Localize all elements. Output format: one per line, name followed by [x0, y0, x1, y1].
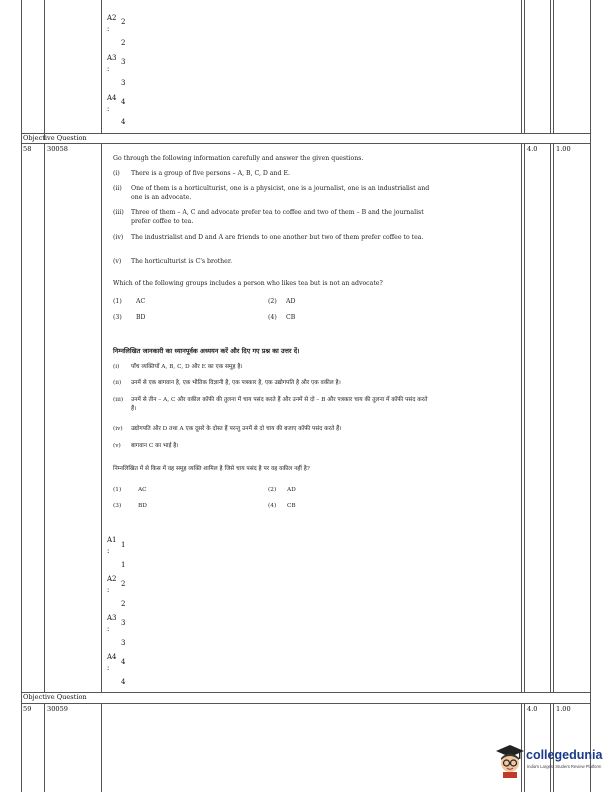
col-divider-question-b	[521, 144, 522, 693]
col-divider-sno	[44, 0, 45, 140]
answer-value-a1: 1	[121, 561, 126, 569]
answer-value-a2: 2	[121, 600, 126, 608]
answer-sep-a4: :	[107, 105, 110, 113]
option-num: (1)	[113, 298, 122, 305]
point-num: (iv)	[113, 234, 124, 241]
question-negative-marks: 1.00	[556, 145, 571, 153]
hindi-option-text: AC	[138, 487, 147, 493]
answer-sep-a2: :	[107, 586, 110, 594]
brand-name: collegedunia	[526, 748, 603, 762]
answer-value-a3: 3	[121, 79, 126, 87]
answer-num-a1: 1	[121, 541, 126, 549]
point-num: (v)	[113, 258, 122, 265]
point-text: The industrialist and D and A are friends to one another but two of them prefer coffee to tea.	[131, 234, 424, 241]
row-rule-4	[21, 703, 591, 704]
question-prompt: Which of the following groups includes a person who likes tea but is not an advocate?	[113, 280, 383, 287]
row-rule-2	[21, 143, 591, 144]
answer-label-a3: A3	[107, 54, 117, 62]
answer-label-a2: A2	[107, 14, 117, 22]
hindi-option-text: BD	[138, 503, 147, 509]
point-num: (ii)	[113, 185, 122, 192]
question-serial: 58	[23, 145, 32, 153]
col-divider-marks-b	[524, 144, 525, 693]
brand-tagline: India's Largest Student Review Platform	[527, 764, 602, 769]
question-type-label: Objective Question	[23, 693, 87, 701]
answer-label-a4: A4	[107, 653, 117, 661]
answer-value-a3: 3	[121, 639, 126, 647]
hindi-option-text: CB	[287, 503, 296, 509]
hindi-option-num: (2)	[268, 487, 277, 493]
hindi-point-text: बागवान C का भाई है।	[131, 443, 179, 449]
table-border-right	[590, 0, 591, 792]
answer-value-a4: 4	[121, 118, 126, 126]
answer-sep-a3: :	[107, 625, 110, 633]
col-divider-neg-r	[553, 0, 554, 133]
col-divider-id-c	[101, 704, 102, 792]
hindi-point-num: (i)	[113, 364, 120, 370]
col-divider-neg-l-b	[550, 144, 551, 693]
question-id: 30058	[47, 145, 68, 153]
point-text: There is a group of five persons – A, B, C, D and E.	[131, 170, 290, 177]
point-text: One of them is a horticulturist, one is a physicist, one is a journalist, one is an industrialist and one is an advocate.	[131, 185, 430, 201]
answer-sep-a4: :	[107, 664, 110, 672]
answer-sep-a2: :	[107, 25, 110, 33]
option-num: (4)	[268, 314, 277, 321]
col-divider-id-b	[101, 144, 102, 693]
answer-label-a2: A2	[107, 575, 117, 583]
answer-num-a2: 2	[121, 18, 126, 26]
option-text: AD	[286, 298, 296, 305]
table-border-left	[21, 0, 22, 792]
hindi-option-num: (3)	[113, 503, 122, 509]
hindi-option-num: (1)	[113, 487, 122, 493]
option-text: CB	[286, 314, 296, 321]
question-serial: 59	[23, 705, 32, 713]
hindi-point-num: (iv)	[113, 426, 123, 432]
hindi-point-num: (v)	[113, 443, 121, 449]
hindi-point-text: उनमें से तीन – A, C और वकील कॉफी की तुलना में चाय पसंद करते हैं और उनमें से दो – B और पत्रकार चाय की तुलना में कॉफी पसंद करते हैं।	[131, 397, 428, 412]
col-divider-marks	[524, 0, 525, 133]
question-negative-marks: 1.00	[556, 705, 571, 713]
answer-num-a4: 4	[121, 658, 126, 666]
answer-value-a4: 4	[121, 678, 126, 686]
graduate-mascot-icon	[495, 744, 525, 778]
option-num: (2)	[268, 298, 277, 305]
option-text: BD	[136, 314, 146, 321]
answer-num-a3: 3	[121, 58, 126, 66]
col-divider-neg-r-b	[553, 144, 554, 693]
question-id: 30059	[47, 705, 68, 713]
answer-sep-a3: :	[107, 65, 110, 73]
answer-sep-a1: :	[107, 547, 110, 555]
question-marks: 4.0	[527, 705, 538, 713]
point-text: The horticulturist is C's brother.	[131, 258, 233, 265]
col-divider-question	[521, 0, 522, 133]
hindi-point-num: (iii)	[113, 397, 124, 403]
answer-num-a3: 3	[121, 619, 126, 627]
row-rule-3	[21, 692, 591, 693]
hindi-option-num: (4)	[268, 503, 277, 509]
question-intro: Go through the following information carefully and answer the given questions.	[113, 155, 364, 162]
point-text: Three of them – A, C and advocate prefer tea to coffee and two of them – B and the journalist prefer coffee to tea.	[131, 209, 424, 225]
option-text: AC	[136, 298, 146, 305]
hindi-question-prompt: निम्नलिखित में से किस में वह समूह व्यक्ति शामिल है जिसे चाय पसंद है पर वह वकील नहीं है?	[113, 466, 310, 472]
answer-num-a2: 2	[121, 580, 126, 588]
question-marks: 4.0	[527, 145, 538, 153]
col-divider-id	[101, 0, 102, 133]
point-num: (iii)	[113, 209, 124, 216]
option-num: (3)	[113, 314, 122, 321]
row-rule-1	[21, 133, 591, 134]
hindi-point-text: उद्योगपति और D तथा A एक दूसरे के दोस्त हैं परन्तु उनमें से दो चाय की बजाए कॉफी पसंद करते हैं।	[131, 426, 342, 432]
question-type-label: Objective Question	[23, 134, 87, 142]
answer-num-a4: 4	[121, 98, 126, 106]
answer-value-a2: 2	[121, 39, 126, 47]
hindi-option-text: AD	[287, 487, 296, 493]
hindi-point-num: (ii)	[113, 380, 122, 386]
answer-label-a1: A1	[107, 536, 117, 544]
hindi-intro: निम्नलिखित जानकारी का ध्यानपूर्वक अध्ययन करें और दिए गए प्रश्न का उत्तर दें।	[113, 347, 300, 355]
hindi-point-text: पाँच व्यक्तियों A, B, C, D और E का एक समूह है।	[131, 364, 243, 370]
answer-label-a3: A3	[107, 614, 117, 622]
col-divider-neg-l	[550, 0, 551, 133]
point-num: (i)	[113, 170, 120, 177]
hindi-point-text: उनमें से एक बागवान है, एक भौतिक विज्ञानी है, एक पत्रकार है, एक उद्योगपति है और एक वकील है।	[131, 380, 341, 386]
answer-label-a4: A4	[107, 94, 117, 102]
col-divider-sno-c	[44, 704, 45, 792]
col-divider-sno-b	[44, 144, 45, 693]
